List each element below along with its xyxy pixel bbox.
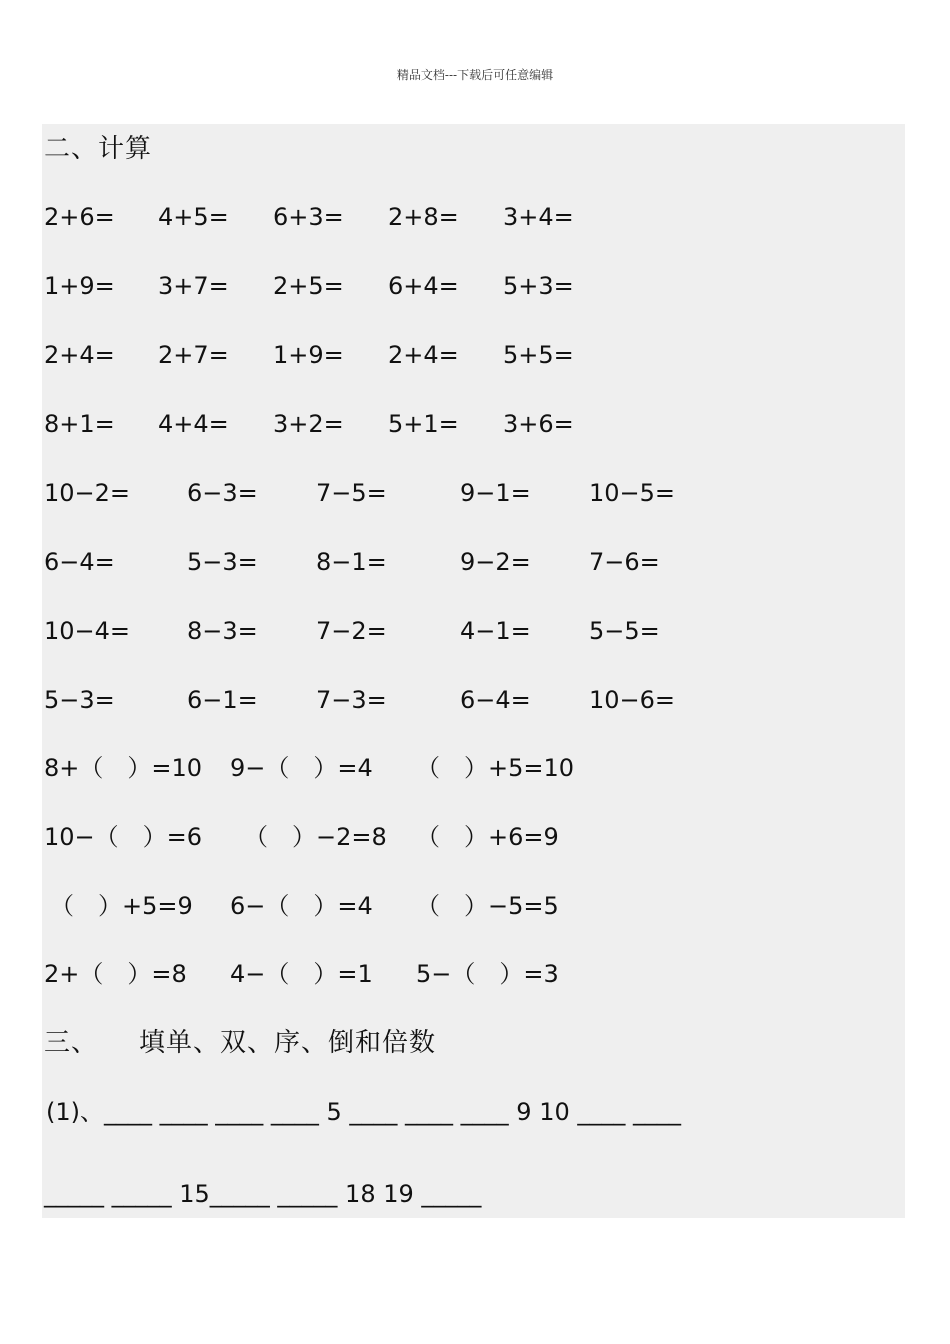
problem-cell: 7−3= [316,686,387,714]
problem-cell: 2+8= [388,203,459,231]
problem-cell: 4−1= [460,617,531,645]
problem-cell: 3+7= [158,272,229,300]
problem-cell: 6−3= [187,479,258,507]
problem-cell: 7−5= [316,479,387,507]
problem-cell: 8+1= [44,410,115,438]
problem-cell: 6+3= [273,203,344,231]
problem-cell: 10−6= [589,686,676,714]
problem-cell: 5−3= [44,686,115,714]
blank-equation: （ ）−2=8 [244,823,387,851]
blank-equation: （ ）−5=5 [416,892,559,920]
worksheet-panel [42,124,905,1218]
problem-cell: 3+4= [503,203,574,231]
problem-cell: 3+6= [503,410,574,438]
problem-cell: 2+7= [158,341,229,369]
problem-cell: 6−1= [187,686,258,714]
problem-cell: 6−4= [44,548,115,576]
problem-cell: 2+6= [44,203,115,231]
problem-cell: 5+1= [388,410,459,438]
problem-cell: 10−5= [589,479,676,507]
problem-cell: 4+5= [158,203,229,231]
section-title-text: 三、 填单、双、序、倒和倍数 [44,1028,437,1058]
problem-cell: 5+3= [503,272,574,300]
problem-cell: 7−2= [316,617,387,645]
blank-equation: 4−（ ）=1 [230,960,373,988]
blank-equation: 8+（ ）=10 [44,754,203,782]
blank-equation: 2+（ ）=8 [44,960,187,988]
section-title-text: 二、计算 [44,134,153,164]
problem-cell: 5+5= [503,341,574,369]
blank-equation: （ ）+5=10 [416,754,575,782]
blank-equation: 9−（ ）=4 [230,754,373,782]
problem-cell: 2+4= [388,341,459,369]
problem-cell: 5−5= [589,617,660,645]
problem-cell: 9−2= [460,548,531,576]
page-header: 精品文档---下载后可任意编辑 [396,68,554,82]
sequence-text: _____ _____ 15_____ _____ 18 19 _____ [44,1180,482,1208]
sequence-text: (1)、____ ____ ____ ____ 5 ____ ____ ____ 9 10 ____ ____ [46,1098,681,1126]
blank-equation: 6−（ ）=4 [230,892,373,920]
problem-cell: 9−1= [460,479,531,507]
problem-cell: 10−2= [44,479,131,507]
problem-cell: 8−3= [187,617,258,645]
problem-cell: 6−4= [460,686,531,714]
problem-cell: 2+4= [44,341,115,369]
problem-cell: 1+9= [273,341,344,369]
blank-equation: （ ）+6=9 [416,823,559,851]
problem-cell: 3+2= [273,410,344,438]
blank-equation: 10−（ ）=6 [44,823,203,851]
problem-cell: 7−6= [589,548,660,576]
problem-cell: 10−4= [44,617,131,645]
problem-cell: 2+5= [273,272,344,300]
problem-cell: 4+4= [158,410,229,438]
problem-cell: 8−1= [316,548,387,576]
problem-cell: 5−3= [187,548,258,576]
problem-cell: 6+4= [388,272,459,300]
problem-cell: 1+9= [44,272,115,300]
blank-equation: 5−（ ）=3 [416,960,559,988]
blank-equation: （ ）+5=9 [50,892,193,920]
